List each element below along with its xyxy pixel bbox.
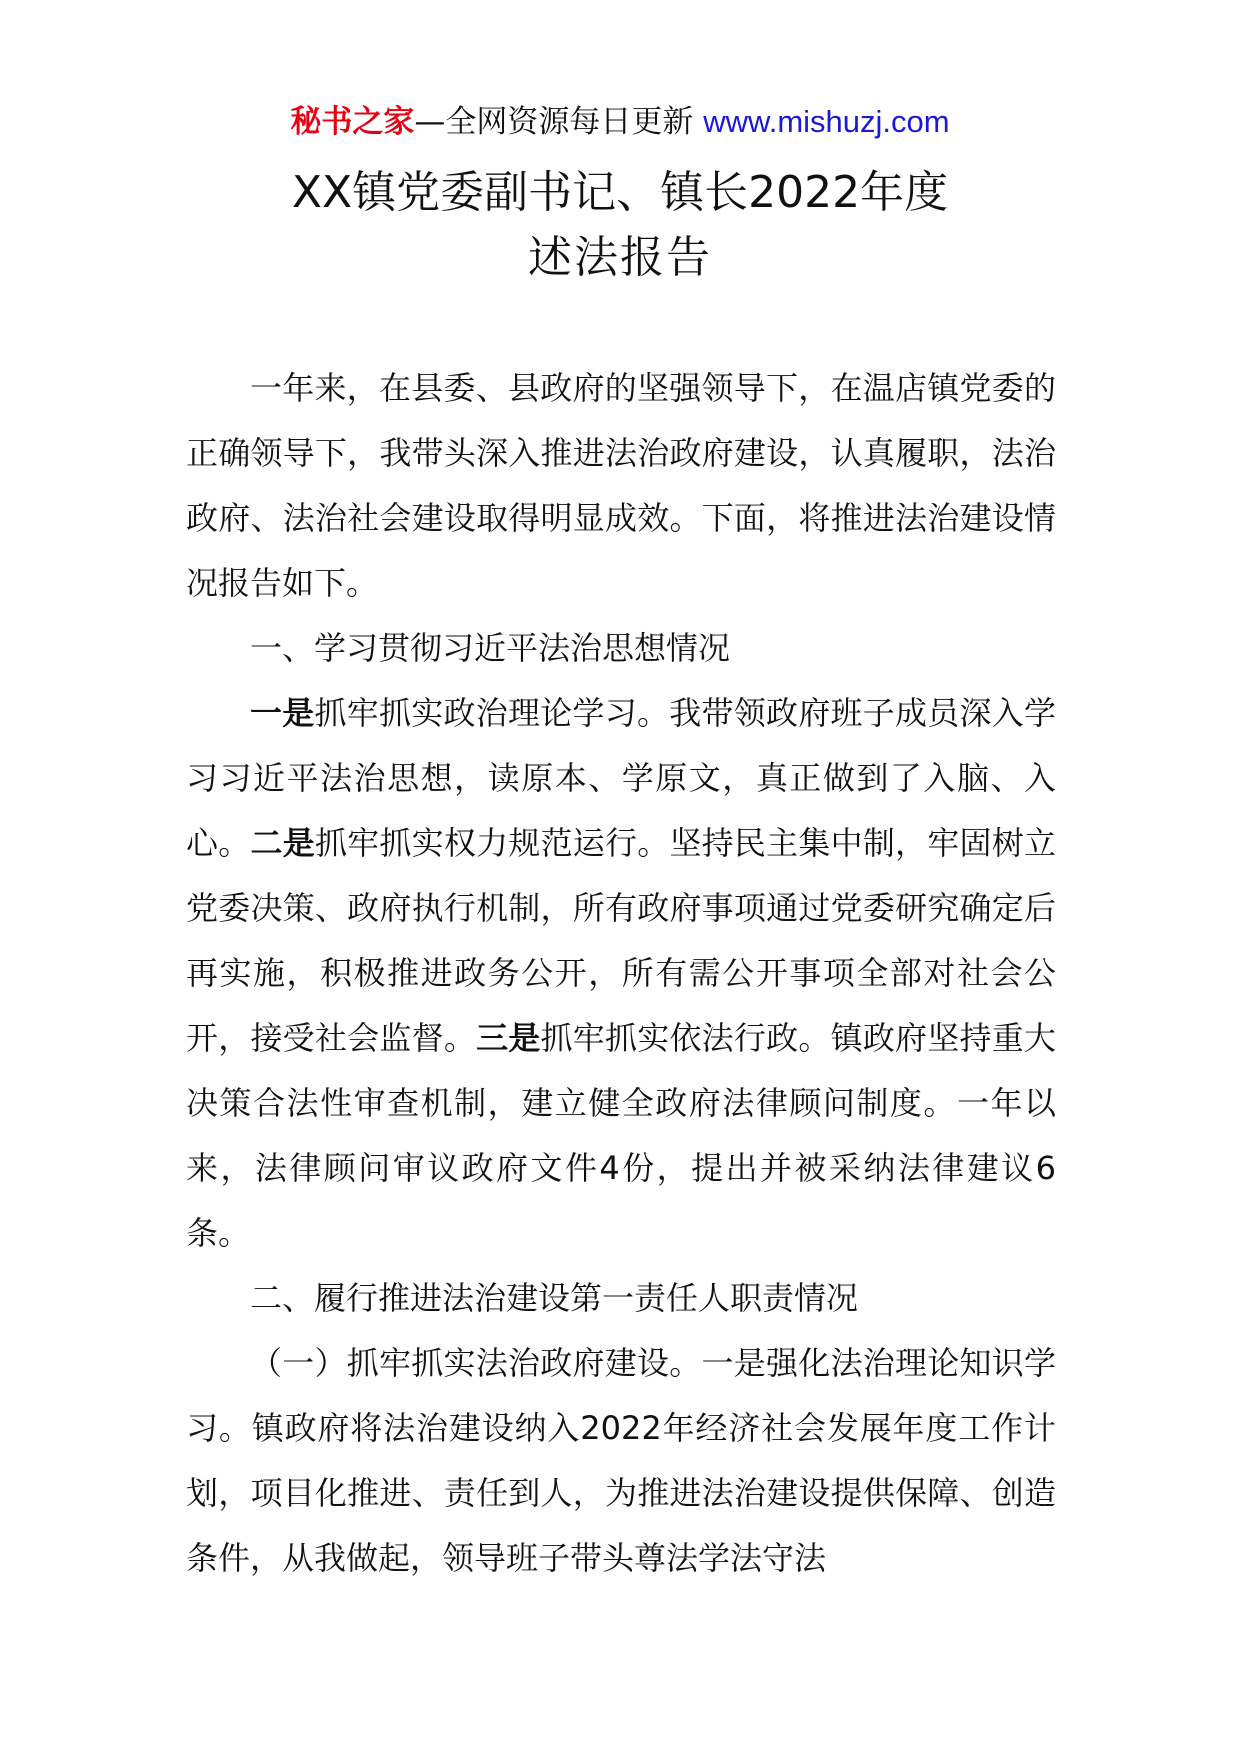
point-3-text: 抓牢抓实依法行政。镇政府坚持重大决策合法性审查机制，建立健全政府法律顾问制度。一年以来，法律顾问审议政府文件4份，提出并被采纳法律建议6条。 — [186, 1019, 1056, 1252]
point-2-text: 抓牢抓实权力规范运行。坚持民主集中制，牢固树立党委决策、政府执行机制，所有政府事项通过党委研究确定后再实施，积极推进政务公开，所有需公开事项全部对社会公开，接受社会监督。 — [186, 824, 1056, 1057]
banner-slogan: —全网资源每日更新 — [414, 104, 704, 140]
brand-name: 秘书之家 — [290, 104, 415, 140]
point-1-text: 抓牢抓实政治理论学习。我带领政府班子成员深入学习习近平法治思想，读原本、学原文，真正做到了入脑、入心。 — [186, 694, 1056, 862]
site-banner — [0, 102, 1240, 142]
intro-paragraph: 一年来，在县委、县政府的坚强领导下，在温店镇党委的正确领导下，我带头深入推进法治政府建设，认真履职，法治政府、法治社会建设取得明显成效。下面，将推进法治建设情况报告如下。 — [186, 369, 1056, 602]
section-1-heading: 一、学习贯彻习近平法治思想情况 — [250, 629, 731, 667]
point-1-lead: 一是 — [250, 694, 315, 732]
site-url-link[interactable]: www.mishuzj.com — [703, 104, 950, 139]
section-2-paragraph: （一）抓牢抓实法治政府建设。一是强化法治理论知识学习。镇政府将法治建设纳入2022年经济社会发展年度工作计划，项目化推进、责任到人，为推进法治建设提供保障、创造条件，从我做起，领导班子带头尊法学法守法 — [186, 1344, 1056, 1577]
point-2-lead: 二是 — [250, 824, 315, 862]
point-3-lead: 三是 — [476, 1019, 541, 1057]
document-title-line-2: 述法报告 — [528, 232, 712, 283]
document-body — [186, 356, 1056, 1591]
section-2-heading: 二、履行推进法治建设第一责任人职责情况 — [250, 1279, 859, 1317]
document-title-line-1: XX镇党委副书记、镇长2022年度 — [291, 167, 949, 218]
section-1-paragraph — [186, 681, 1056, 1266]
